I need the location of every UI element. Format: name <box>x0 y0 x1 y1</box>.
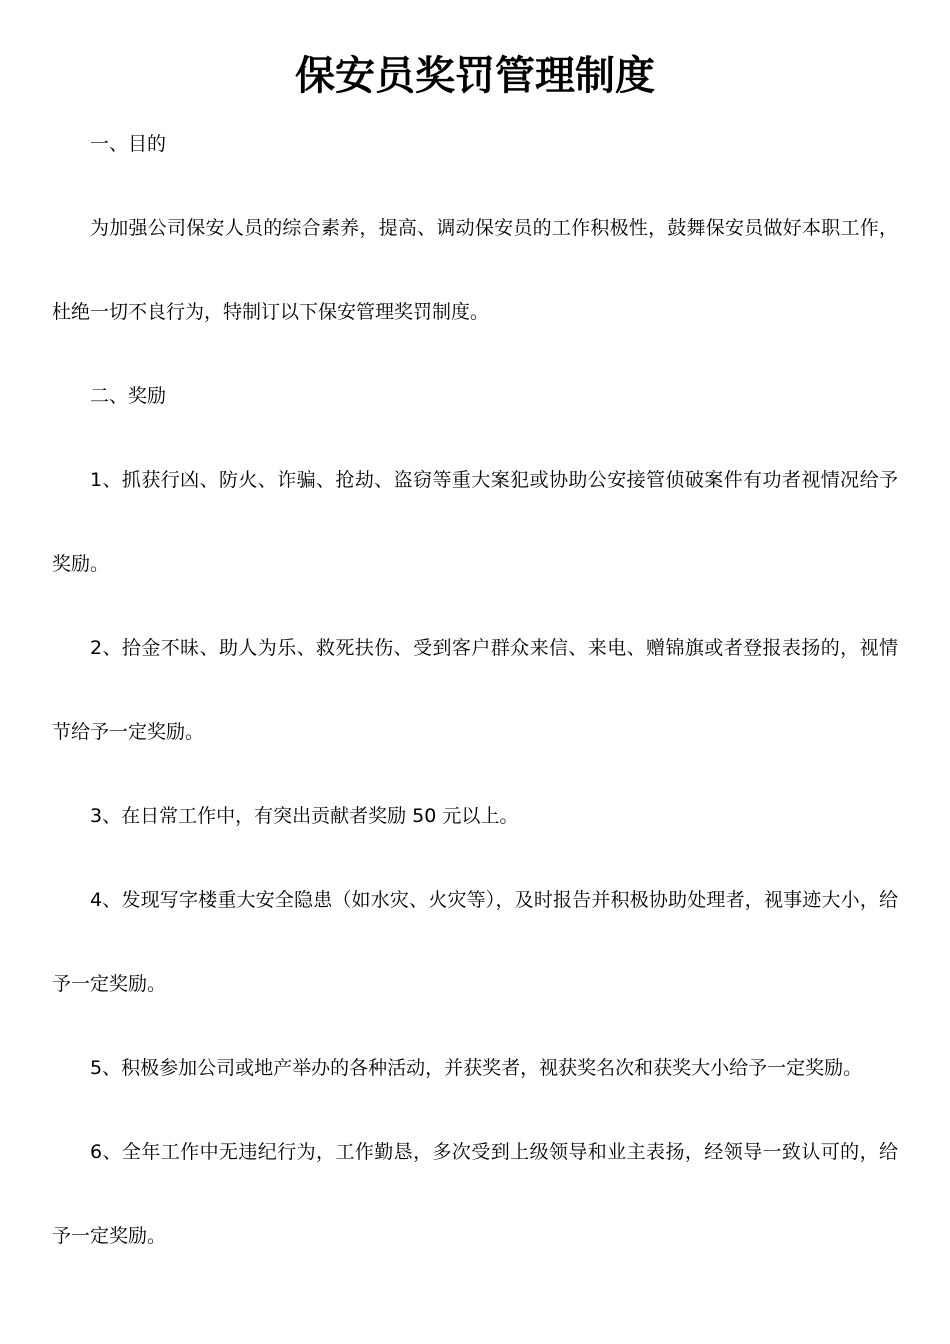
document-title: 保安员奖罚管理制度 <box>295 52 655 99</box>
reward-item-5: 5、积极参加公司或地产举办的各种活动，并获奖者，视获奖名次和获奖大小给予一定奖励。 <box>90 1057 863 1079</box>
reward-heading: 二、奖励 <box>90 385 167 407</box>
purpose-heading: 一、目的 <box>90 133 167 155</box>
document-body <box>52 102 898 1278</box>
purpose-paragraph: 为加强公司保安人员的综合素养，提高、调动保安员的工作积极性，鼓舞保安员做好本职工作，杜绝一切不良行为，特制订以下保安管理奖罚制度。 <box>52 217 898 323</box>
reward-item-1: 1、抓获行凶、防火、诈骗、抢劫、盗窃等重大案犯或协助公安接管侦破案件有功者视情况给予奖励。 <box>52 469 898 575</box>
reward-item-2: 2、拾金不昧、助人为乐、救死扶伤、受到客户群众来信、来电、赠锦旗或者登报表扬的，视情节给予一定奖励。 <box>52 637 898 743</box>
reward-item-6: 6、全年工作中无违纪行为，工作勤恳，多次受到上级领导和业主表扬，经领导一致认可的，给予一定奖励。 <box>52 1141 898 1247</box>
reward-item-3: 3、在日常工作中，有突出贡献者奖励 50 元以上。 <box>90 805 519 827</box>
reward-item-4: 4、发现写字楼重大安全隐患（如水灾、火灾等），及时报告并积极协助处理者，视事迹大小，给予一定奖励。 <box>52 889 898 995</box>
